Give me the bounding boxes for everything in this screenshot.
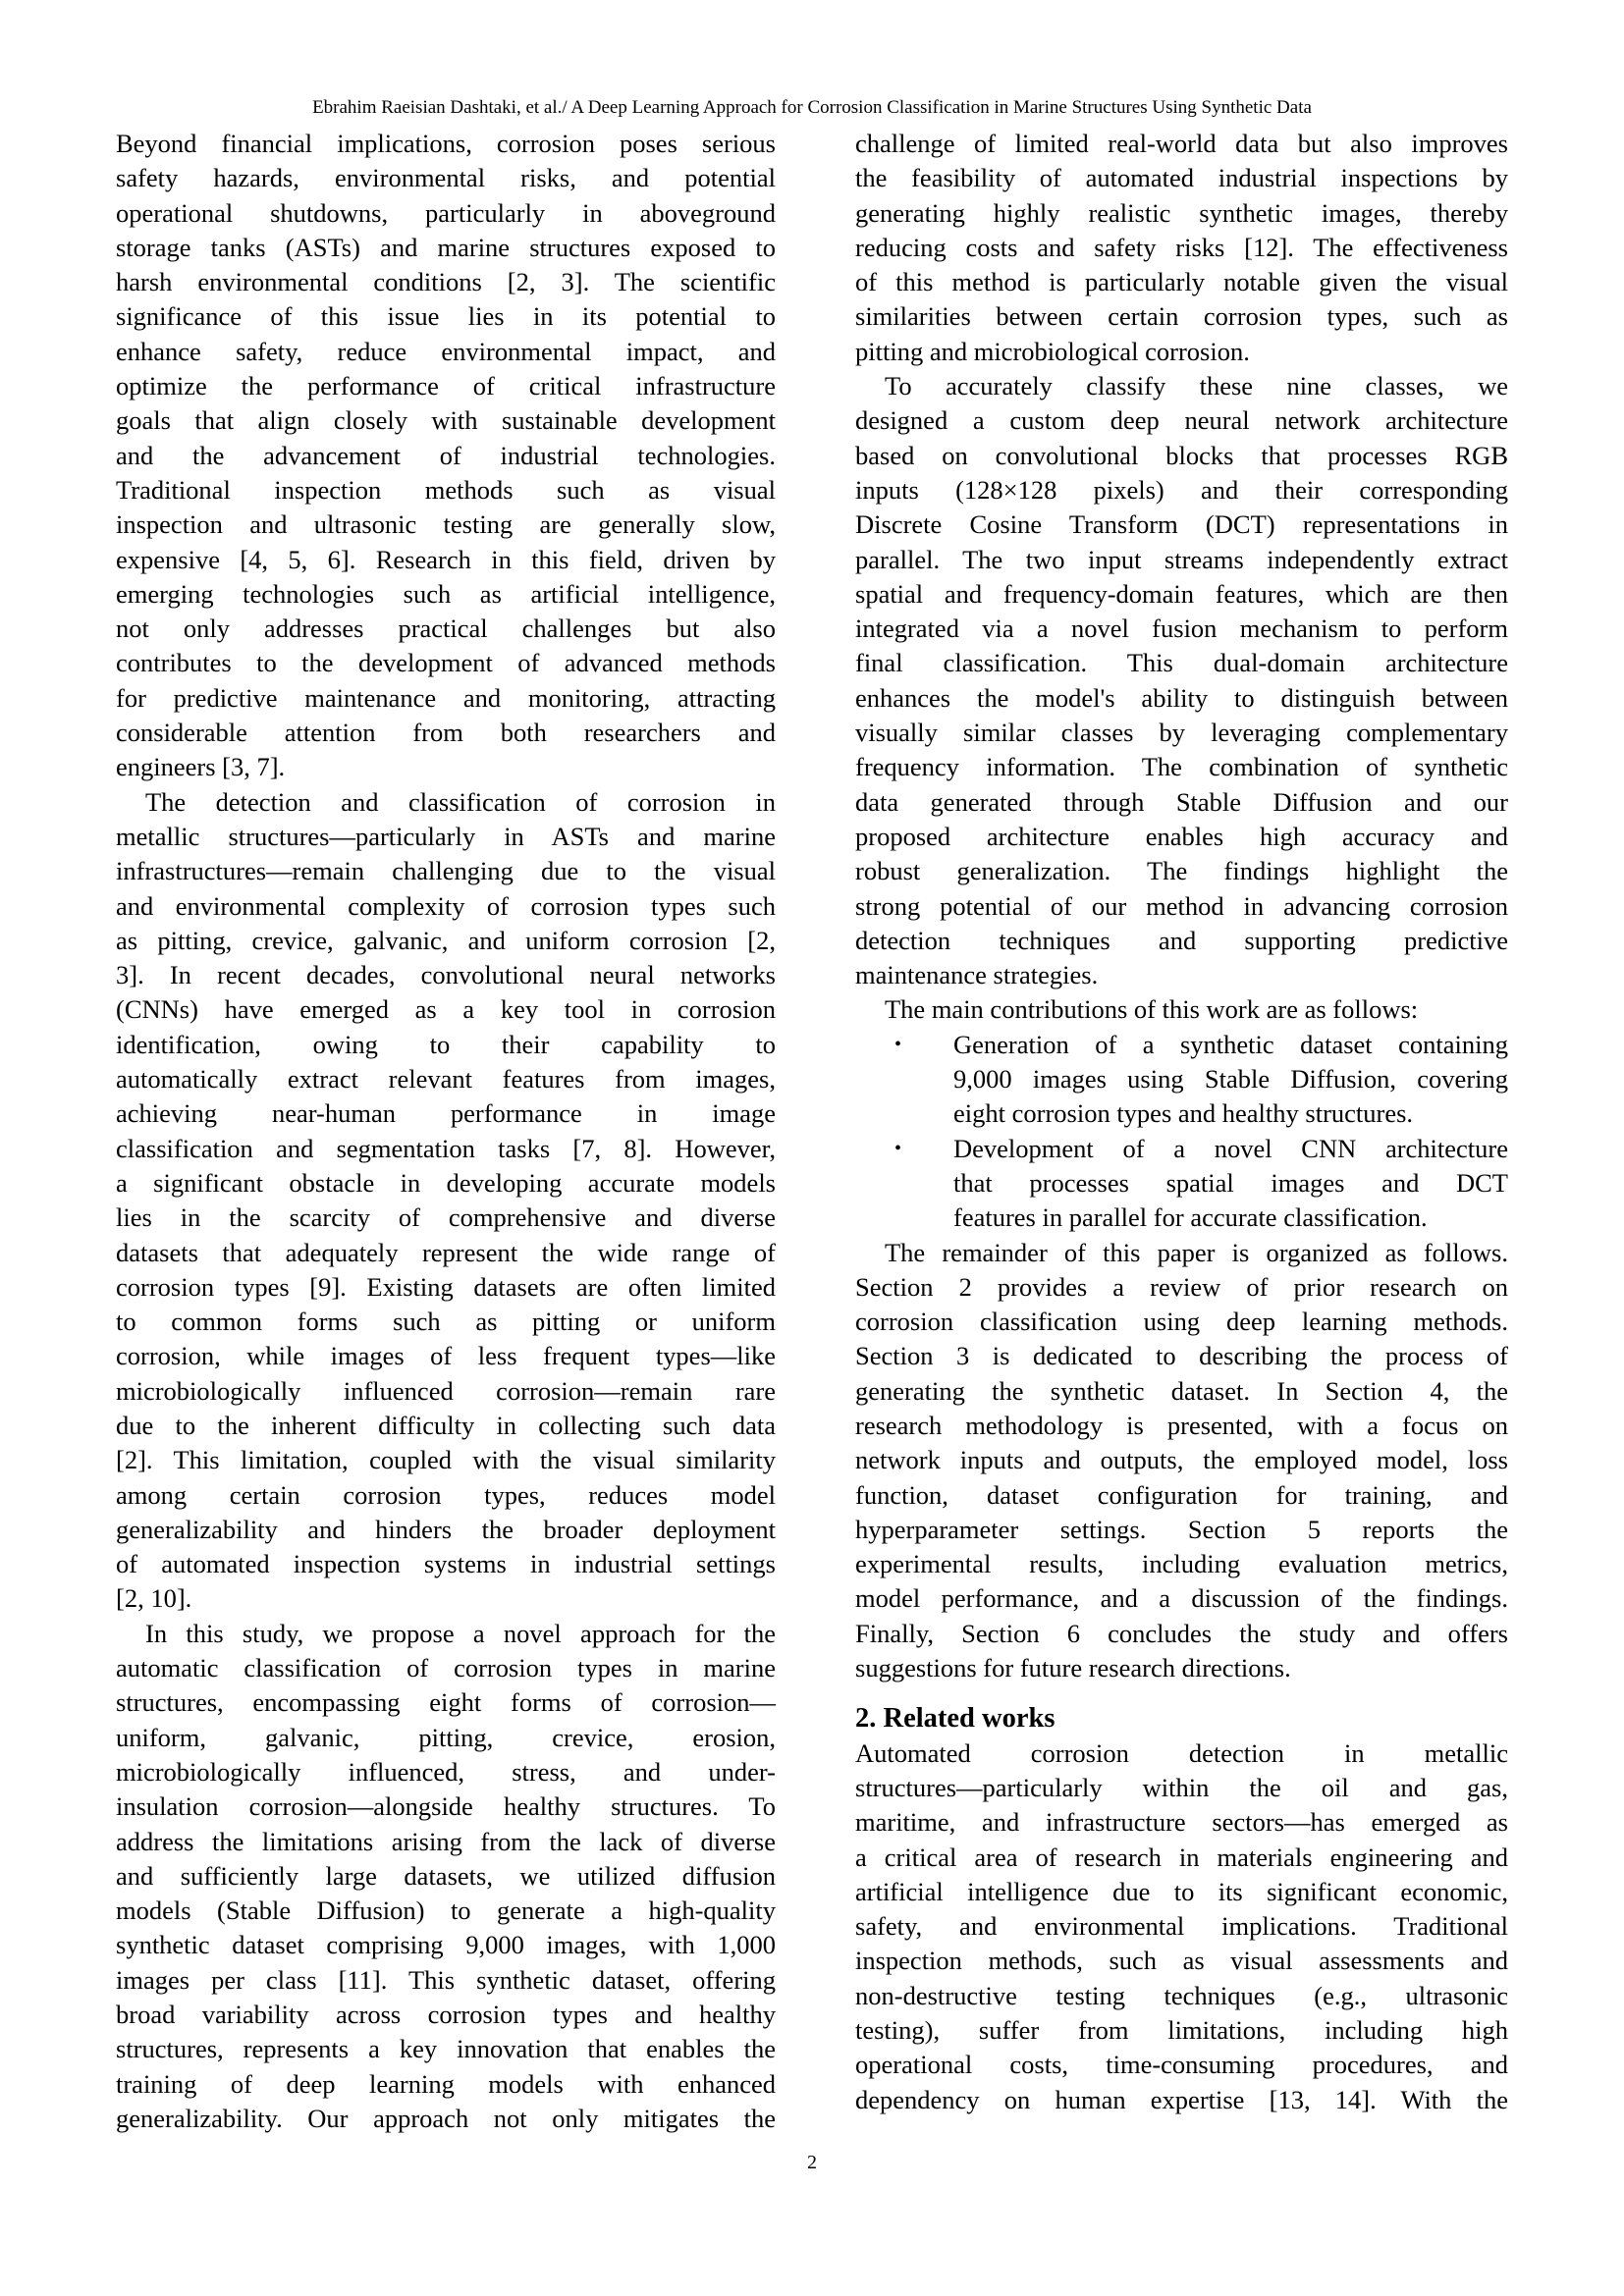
text-line: In this study, we propose a novel approach for the bbox=[145, 1618, 776, 1648]
text-line: corrosion, while images of less frequent types—like bbox=[116, 1341, 776, 1371]
text-line: 3]. In recent decades, convolutional neural networks bbox=[116, 960, 776, 990]
text-line: dependency on human expertise [13, 14]. With the bbox=[855, 2084, 1508, 2114]
text-line: microbiologically influenced corrosion—remain rare bbox=[116, 1375, 776, 1406]
contributions-intro: The main contributions of this work are as follows: bbox=[885, 994, 1419, 1025]
text-line: storage tanks (ASTs) and marine structures exposed to bbox=[116, 232, 776, 262]
text-line: generating highly realistic synthetic images, thereby bbox=[855, 197, 1508, 228]
text-line: contributes to the development of advanced methods bbox=[116, 648, 776, 678]
contribution-text bbox=[953, 1132, 1508, 1236]
text-line: automatically extract relevant features from images, bbox=[116, 1064, 776, 1095]
text-line: structures, encompassing eight forms of corrosion— bbox=[116, 1687, 776, 1718]
text-line: and environmental complexity of corrosion types such bbox=[116, 890, 776, 921]
text-line: The remainder of this paper is organized as follows. bbox=[885, 1237, 1508, 1267]
text-line: corrosion types [9]. Existing datasets are often limited bbox=[116, 1271, 776, 1302]
text-line: based on convolutional blocks that processes RGB bbox=[855, 440, 1508, 470]
text-line: detection techniques and supporting predictive bbox=[855, 925, 1508, 955]
text-line: engineers [3, 7]. bbox=[116, 752, 286, 782]
text-line: for predictive maintenance and monitoring, attracting bbox=[116, 682, 776, 713]
text-line: Section 3 is dedicated to describing the process of bbox=[855, 1341, 1508, 1371]
text-line: automatic classification of corrosion types in marine bbox=[116, 1653, 776, 1683]
text-line: proposed architecture enables high accuracy and bbox=[855, 821, 1508, 851]
text-line: datasets that adequately represent the wide range of bbox=[116, 1237, 776, 1267]
paragraph bbox=[855, 369, 1508, 992]
text-line: Traditional inspection methods such as visual bbox=[116, 474, 776, 505]
text-line: to common forms such as pitting or uniform bbox=[116, 1307, 776, 1337]
text-line: training of deep learning models with enhanced bbox=[116, 2068, 776, 2099]
text-line: expensive [4, 5, 6]. Research in this field, driven by bbox=[116, 544, 776, 574]
text-line: model performance, and a discussion of the findings. bbox=[855, 1583, 1508, 1614]
text-line: final classification. This dual-domain architecture bbox=[855, 648, 1508, 678]
text-line: [2]. This limitation, coupled with the visual similarity bbox=[116, 1445, 776, 1475]
text-line: spatial and frequency-domain features, which are then bbox=[855, 578, 1508, 609]
text-line: structures—particularly within the oil and gas, bbox=[855, 1772, 1508, 1802]
contribution-item bbox=[855, 1132, 1508, 1236]
text-line: network inputs and outputs, the employed model, loss bbox=[855, 1445, 1508, 1475]
text-line: Beyond financial implications, corrosion poses serious bbox=[116, 129, 776, 158]
text-line: a significant obstacle in developing accurate models bbox=[116, 1167, 776, 1198]
text-line: and the advancement of industrial technologies. bbox=[116, 440, 776, 470]
text-line: Section 2 provides a review of prior research on bbox=[855, 1271, 1508, 1302]
text-line: artificial intelligence due to its significant economic, bbox=[855, 1876, 1508, 1906]
text-line: hyperparameter settings. Section 5 reports the bbox=[855, 1514, 1508, 1544]
text-line: of this method is particularly notable given the visual bbox=[855, 267, 1508, 297]
text-line: microbiologically influenced, stress, and under- bbox=[116, 1756, 776, 1787]
text-line: parallel. The two input streams independently extract bbox=[855, 544, 1508, 574]
paragraph bbox=[855, 1736, 1508, 2117]
text-line: features in parallel for accurate classification. bbox=[953, 1202, 1428, 1233]
text-line: corrosion classification using deep learning methods. bbox=[855, 1307, 1508, 1337]
text-line: inputs (128×128 pixels) and their corresponding bbox=[855, 474, 1508, 505]
paragraph bbox=[855, 1236, 1508, 1686]
text-line: (CNNs) have emerged as a key tool in corrosion bbox=[116, 994, 776, 1025]
text-line: a critical area of research in materials engineering and bbox=[855, 1842, 1508, 1872]
text-line: pitting and microbiological corrosion. bbox=[855, 336, 1250, 366]
paragraph bbox=[116, 1617, 776, 2136]
text-line: generalizability and hinders the broader deployment bbox=[116, 1514, 776, 1544]
text-line: significance of this issue lies in its potential to bbox=[116, 301, 776, 332]
text-line: address the limitations arising from the lack of diverse bbox=[116, 1826, 776, 1856]
text-line: harsh environmental conditions [2, 3]. The scientific bbox=[116, 267, 776, 297]
text-line: function, dataset configuration for training, and bbox=[855, 1479, 1508, 1510]
text-line: safety hazards, environmental risks, and potential bbox=[116, 163, 776, 193]
text-line: metallic structures—particularly in ASTs and marine bbox=[116, 821, 776, 851]
text-line: broad variability across corrosion types and healthy bbox=[116, 2000, 776, 2030]
text-line: 9,000 images using Stable Diffusion, covering bbox=[953, 1064, 1508, 1095]
text-line: achieving near-human performance in image bbox=[116, 1098, 776, 1129]
text-line: reducing costs and safety risks [12]. The effectiveness bbox=[855, 232, 1508, 262]
text-line: inspection and ultrasonic testing are generally slow, bbox=[116, 509, 776, 540]
text-line: research methodology is presented, with a focus on bbox=[855, 1410, 1508, 1440]
text-line: insulation corrosion—alongside healthy structures. To bbox=[116, 1791, 776, 1822]
text-line: maintenance strategies. bbox=[855, 960, 1099, 990]
contribution-item bbox=[855, 1028, 1508, 1132]
text-line: not only addresses practical challenges but also bbox=[116, 614, 776, 644]
text-line: maritime, and infrastructure sectors—has emerged as bbox=[855, 1807, 1508, 1838]
text-line: synthetic dataset comprising 9,000 images, with 1,000 bbox=[116, 1930, 776, 1960]
text-line: enhances the model's ability to distinguish between bbox=[855, 682, 1508, 713]
text-line: suggestions for future research directions. bbox=[855, 1653, 1291, 1683]
right-column bbox=[855, 127, 1508, 2117]
contributions-list bbox=[855, 1028, 1508, 1236]
text-line: non-destructive testing techniques (e.g., ultrasonic bbox=[855, 1980, 1508, 2010]
bullet-icon: • bbox=[894, 1137, 902, 1159]
text-line: the feasibility of automated industrial inspections by bbox=[855, 163, 1508, 193]
text-line: due to the inherent difficulty in collecting such data bbox=[116, 1410, 776, 1440]
text-line: among certain corrosion types, reduces model bbox=[116, 1479, 776, 1510]
text-line: designed a custom deep neural network architecture bbox=[855, 405, 1508, 436]
text-line: uniform, galvanic, pitting, crevice, erosion, bbox=[116, 1722, 776, 1752]
text-line: as pitting, crevice, galvanic, and uniform corrosion [2, bbox=[116, 925, 776, 955]
text-line: structures, represents a key innovation that enables the bbox=[116, 2034, 776, 2064]
text-line: experimental results, including evaluation metrics, bbox=[855, 1549, 1508, 1579]
text-line: eight corrosion types and healthy structures. bbox=[953, 1098, 1414, 1129]
text-line: challenge of limited real-world data but also improves bbox=[855, 129, 1508, 158]
left-column bbox=[116, 127, 776, 2136]
text-line: of automated inspection systems in industrial settings bbox=[116, 1549, 776, 1579]
text-line: operational costs, time-consuming procedures, and bbox=[855, 2050, 1508, 2080]
text-line: operational shutdowns, particularly in aboveground bbox=[116, 197, 776, 228]
text-line: considerable attention from both researchers and bbox=[116, 718, 776, 748]
bullet-icon: • bbox=[894, 1033, 902, 1055]
text-line: generating the synthetic dataset. In Section 4, the bbox=[855, 1375, 1508, 1406]
text-line: integrated via a novel fusion mechanism to perform bbox=[855, 614, 1508, 644]
text-line: Discrete Cosine Transform (DCT) representations in bbox=[855, 509, 1508, 540]
text-line: Automated corrosion detection in metallic bbox=[855, 1737, 1508, 1768]
text-line: The detection and classification of corrosion in bbox=[145, 786, 776, 817]
text-line: To accurately classify these nine classes, we bbox=[885, 371, 1508, 401]
text-line: goals that align closely with sustainable development bbox=[116, 405, 776, 436]
text-line: robust generalization. The findings highlight the bbox=[855, 856, 1508, 886]
text-line: enhance safety, reduce environmental impact, and bbox=[116, 336, 776, 366]
page-number: 2 bbox=[807, 2152, 817, 2173]
text-line: identification, owing to their capability to bbox=[116, 1029, 776, 1059]
text-line: inspection methods, such as visual assessments and bbox=[855, 1946, 1508, 1976]
text-line: optimize the performance of critical infrastructure bbox=[116, 371, 776, 401]
text-line: [2, 10]. bbox=[116, 1583, 192, 1614]
text-line: strong potential of our method in advancing corrosion bbox=[855, 890, 1508, 921]
text-line: infrastructures—remain challenging due to the visual bbox=[116, 856, 776, 886]
text-line: testing), suffer from limitations, including high bbox=[855, 2015, 1508, 2046]
text-line: classification and segmentation tasks [7, 8]. However, bbox=[116, 1133, 776, 1163]
contribution-text bbox=[953, 1028, 1508, 1132]
paragraph bbox=[855, 127, 1508, 369]
text-line: models (Stable Diffusion) to generate a high-quality bbox=[116, 1896, 776, 1926]
text-line: and sufficiently large datasets, we utilized diffusion bbox=[116, 1860, 776, 1891]
text-line: emerging technologies such as artificial intelligence, bbox=[116, 578, 776, 609]
text-line: that processes spatial images and DCT bbox=[953, 1167, 1508, 1198]
text-line: Generation of a synthetic dataset containing bbox=[953, 1029, 1508, 1059]
paragraph bbox=[116, 127, 776, 785]
text-line: safety, and environmental implications. Traditional bbox=[855, 1911, 1508, 1942]
text-line: lies in the scarcity of comprehensive and diverse bbox=[116, 1202, 776, 1233]
section-heading: 2. Related works bbox=[855, 1703, 1056, 1735]
running-header: Ebrahim Raeisian Dashtaki, et al./ A Deep Learning Approach for Corrosion Classification in Marine Structures Using Synthetic Data bbox=[312, 97, 1312, 118]
text-line: images per class [11]. This synthetic dataset, offering bbox=[116, 1964, 776, 1995]
text-line: generalizability. Our approach not only mitigates the bbox=[116, 2103, 776, 2133]
text-line: Finally, Section 6 concludes the study and offers bbox=[855, 1618, 1508, 1648]
paragraph bbox=[116, 785, 776, 1617]
text-line: Development of a novel CNN architecture bbox=[953, 1133, 1508, 1163]
text-line: visually similar classes by leveraging complementary bbox=[855, 718, 1508, 748]
text-line: similarities between certain corrosion types, such as bbox=[855, 301, 1508, 332]
text-line: data generated through Stable Diffusion and our bbox=[855, 786, 1508, 817]
text-line: frequency information. The combination of synthetic bbox=[855, 752, 1508, 782]
